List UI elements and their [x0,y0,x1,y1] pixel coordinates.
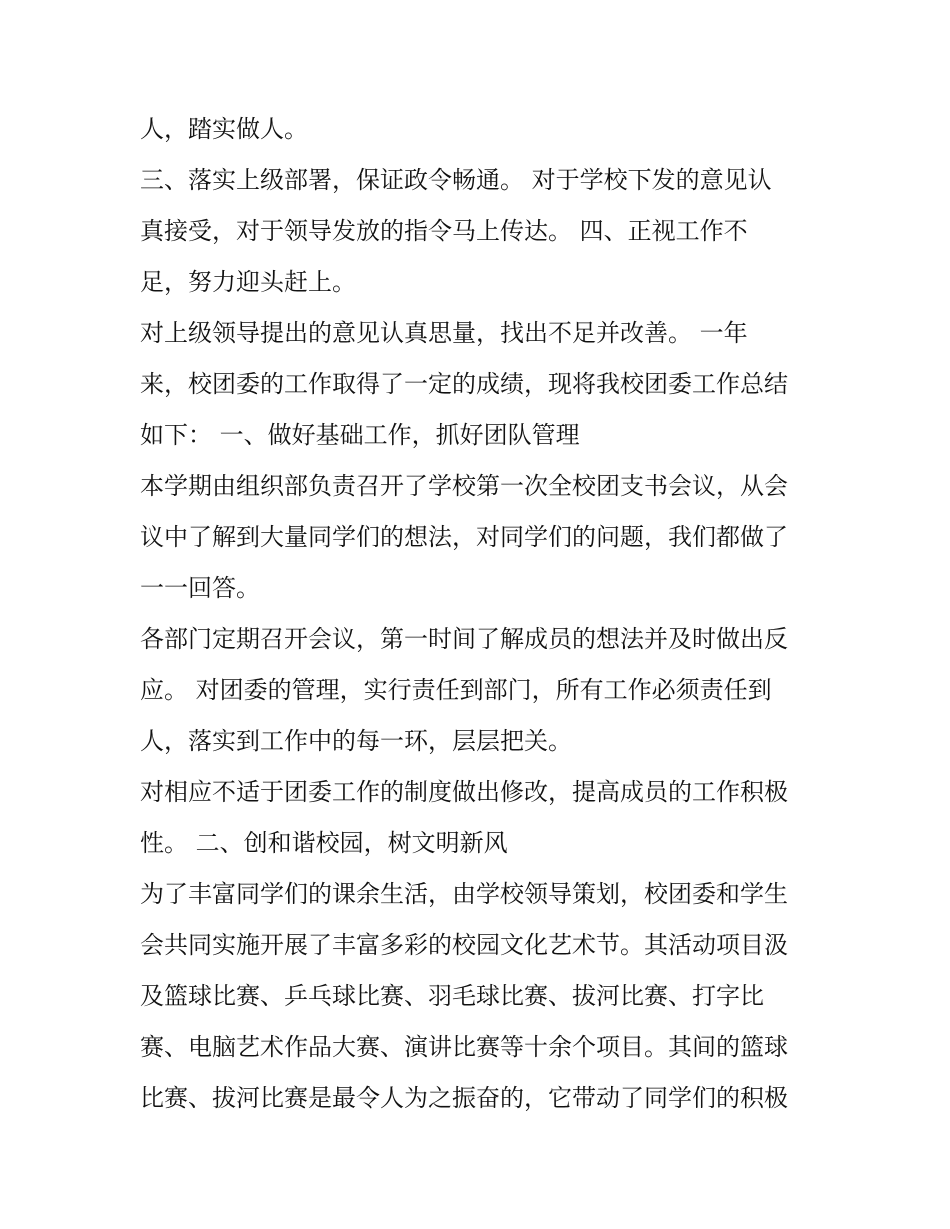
text-line: 性。 二、创和谐校园，树文明新风 [140,829,508,857]
text-line: 赛、电脑艺术作品大赛、演讲比赛等十余个项目。其间的篮球 [140,1033,788,1061]
text-line: 三、落实上级部署，保证政令畅通。 对于学校下发的意见认 [140,166,772,194]
document-body [140,104,820,1124]
text-line: 比赛、拔河比赛是最令人为之振奋的，它带动了同学们的积极 [140,1084,788,1112]
text-line: 应。 对团委的管理，实行责任到部门，所有工作必须责任到 [140,676,772,704]
text-line: 会共同实施开展了丰富多彩的校园文化艺术节。其活动项目汲 [140,931,788,959]
text-line: 对上级领导提出的意见认真思量，找出不足并改善。 一年 [140,319,748,347]
text-line: 真接受，对于领导发放的指令马上传达。 四、正视工作不 [140,217,748,245]
text-line: 人，落实到工作中的每一环，层层把关。 [140,727,572,755]
text-line: 来，校团委的工作取得了一定的成绩，现将我校团委工作总结 [140,370,788,398]
text-line: 人，踏实做人。 [140,115,308,143]
text-line: 及篮球比赛、乒乓球比赛、羽毛球比赛、拔河比赛、打字比 [140,982,764,1010]
text-line: 议中了解到大量同学们的想法，对同学们的问题，我们都做了 [140,523,788,551]
text-line: 对相应不适于团委工作的制度做出修改，提高成员的工作积极 [140,778,788,806]
text-line: 本学期由组织部负责召开了学校第一次全校团支书会议，从会 [140,472,788,500]
text-line: 各部门定期召开会议，第一时间了解成员的想法并及时做出反 [140,625,788,653]
text-line: 一一回答。 [140,574,260,602]
text-line: 为了丰富同学们的课余生活，由学校领导策划，校团委和学生 [140,880,788,908]
text-line: 足，努力迎头赶上。 [140,268,356,296]
text-line: 如下： 一、做好基础工作，抓好团队管理 [140,421,580,449]
